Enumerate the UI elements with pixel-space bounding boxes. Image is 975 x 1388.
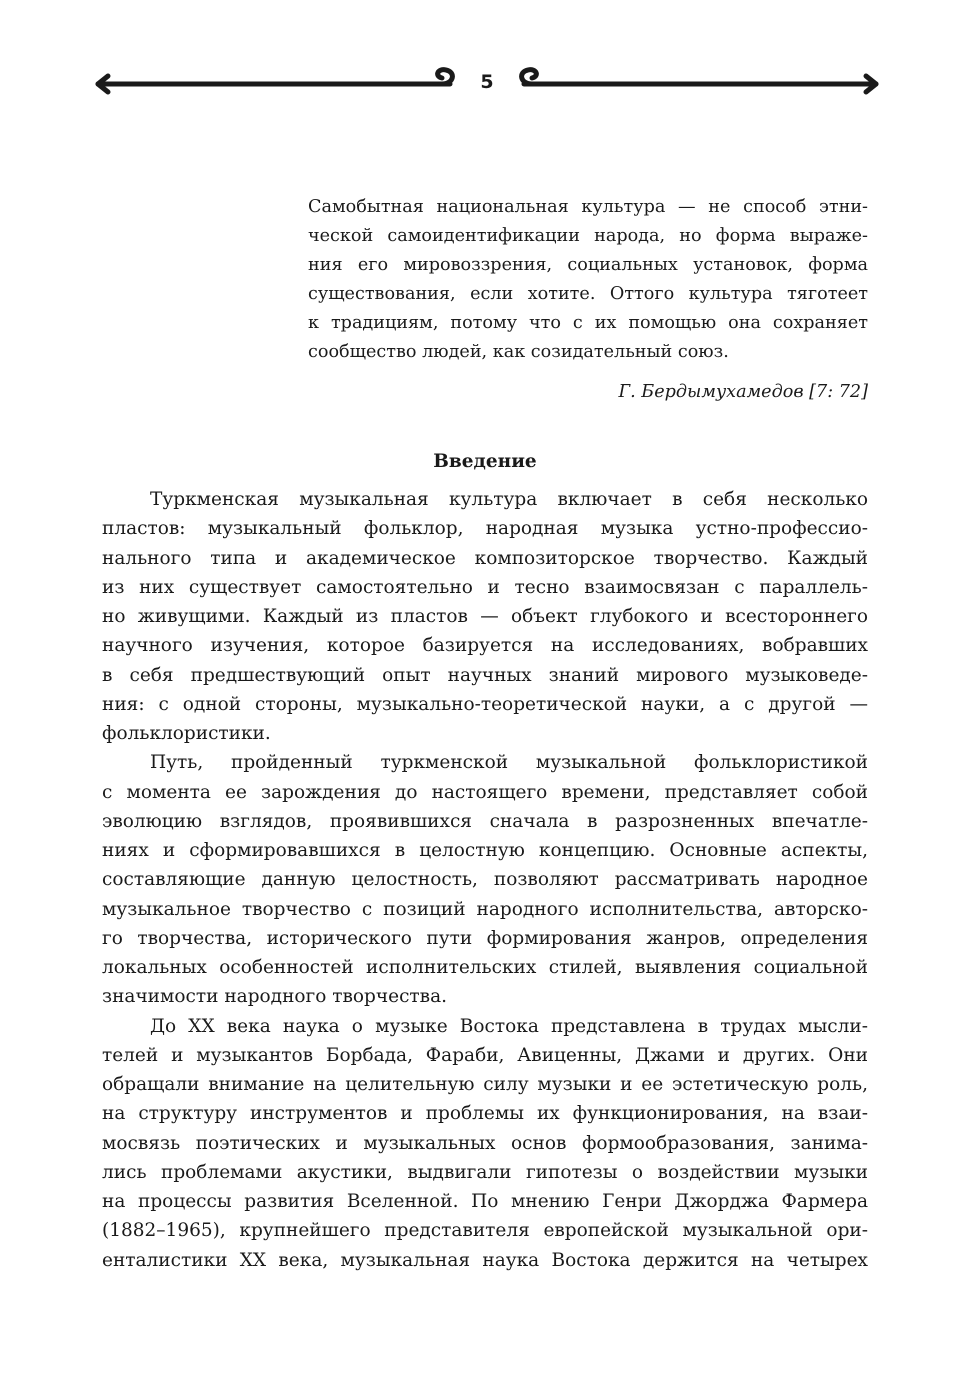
paragraph-line: локальных особенностей исполнительских стилей, выявления социальной: [102, 957, 868, 978]
paragraph-line: но живущими. Каждый из пластов — объект глубокого и всестороннего: [102, 606, 868, 627]
epigraph-line: сообщество людей, как созидательный союз.: [308, 342, 729, 363]
paragraph-line: нального типа и академическое композиторское творчество. Каждый: [102, 547, 868, 569]
paragraph-line: фольклористики.: [102, 723, 271, 744]
paragraph-line: музыкальное творчество с позиций народного исполнительства, авторско-: [102, 898, 868, 920]
paragraph-line: мосвязь поэтических и музыкальных основ формообразования, занима-: [102, 1132, 868, 1154]
paragraph-line: ния: с одной стороны, музыкально-теоретической науки, а с другой —: [102, 693, 868, 715]
section-title: Введение: [433, 451, 537, 472]
paragraph: [102, 748, 868, 1011]
paragraph-line: (1882–1965), крупнейшего представителя европейской музыкальной ори-: [102, 1220, 868, 1242]
paragraph: [102, 1012, 868, 1275]
page-header: [92, 62, 882, 102]
epigraph-line: ческой самоидентификации народа, но форма выраже-: [308, 226, 868, 247]
paragraph-line: обращали внимание на целительную силу музыки и ее эстетическую роль,: [102, 1074, 868, 1095]
epigraph: [308, 193, 868, 368]
paragraph-line: енталистики XX века, музыкальная наука Востока держится на четырех: [102, 1249, 868, 1271]
epigraph-author: Г. Бердымухамедов [7: 72]: [618, 382, 868, 402]
paragraph-line: в себя предшествующий опыт научных знаний мирового музыковеде-: [102, 664, 868, 686]
paragraph-line: из них существует самостоятельно и тесно взаимосвязан с параллель-: [102, 576, 868, 598]
epigraph-line: Самобытная национальная культура — не способ этни-: [308, 197, 868, 217]
paragraph-line: на структуру инструментов и проблемы их функционирования, на взаи-: [102, 1103, 868, 1125]
epigraph-line: к традициям, потому что с их помощью она сохраняет: [308, 313, 868, 334]
paragraph-line: лись проблемами акустики, выдвигали гипотезы о воздействии музыки: [102, 1161, 868, 1183]
paragraph-line: значимости народного творчества.: [102, 986, 447, 1008]
page-number: 5: [480, 71, 494, 93]
paragraph-line: с момента ее зарождения до настоящего времени, представляет собой: [102, 781, 868, 803]
epigraph-text: [308, 193, 868, 368]
paragraph-line: пластов: музыкальный фольклор, народная музыка устно-профессио-: [102, 518, 868, 540]
paragraph-line: Туркменская музыкальная культура включает в себя несколько: [150, 489, 868, 510]
paragraph-line: эволюцию взглядов, проявившихся сначала в разрозненных впечатле-: [102, 810, 868, 832]
body-text: [102, 485, 868, 1275]
paragraph-line: До XX века наука о музыке Востока представлена в трудах мысли-: [150, 1015, 868, 1037]
paragraph: [102, 485, 868, 748]
paragraph-line: Путь, пройденный туркменской музыкальной фольклористикой: [150, 752, 868, 774]
paragraph-line: ниях и сформировавшихся в целостную концепцию. Основные аспекты,: [102, 840, 868, 861]
epigraph-line: ния его мировоззрения, социальных установок, форма: [308, 255, 868, 276]
paragraph-line: составляющие данную целостность, позволяют рассматривать народное: [102, 869, 868, 891]
paragraph-line: на процессы развития Вселенной. По мнению Генри Джорджа Фармера: [102, 1191, 868, 1212]
paragraph-line: научного изучения, которое базируется на исследованиях, вобравших: [102, 635, 868, 657]
paragraph-line: го творчества, исторического пути формирования жанров, определения: [102, 927, 868, 949]
paragraph-line: телей и музыкантов Борбада, Фараби, Авиценны, Джами и других. Они: [102, 1044, 868, 1066]
epigraph-line: существования, если хотите. Оттого культура тяготеет: [308, 284, 868, 305]
